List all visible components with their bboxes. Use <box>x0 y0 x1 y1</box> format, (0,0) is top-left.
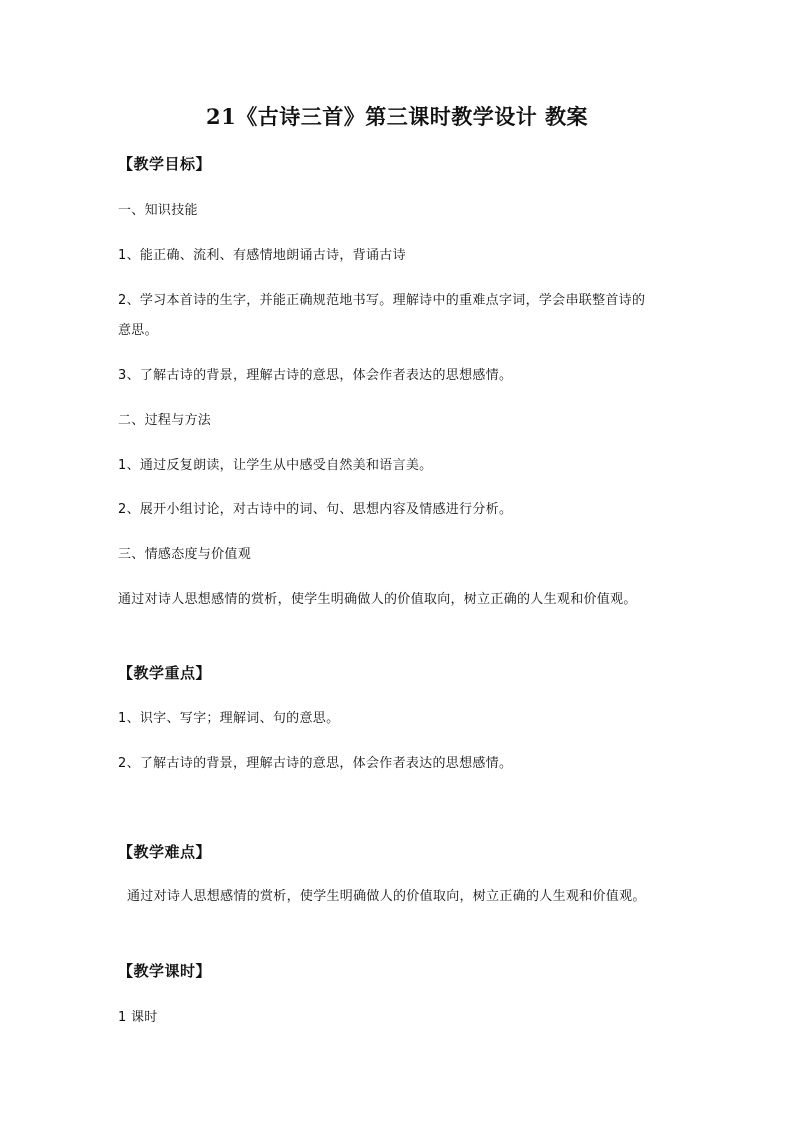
periods-text: 1 课时 <box>118 1010 158 1025</box>
knowledge-skills-title: 一、知识技能 <box>118 203 198 218</box>
objective-item-2-line-2: 意思。 <box>118 323 158 338</box>
key-point-item-1: 1、识字、写字；理解词、句的意思。 <box>118 711 340 726</box>
objective-item-2-line-1: 2、学习本首诗的生字，并能正确规范地书写。理解诗中的重难点字词，学会串联整首诗的 <box>118 293 646 308</box>
key-points-heading: 【教学重点】 <box>118 664 212 682</box>
objective-item-3: 3、了解古诗的背景，理解古诗的意思，体会作者表达的思想感情。 <box>118 368 513 383</box>
difficulties-heading: 【教学难点】 <box>118 843 212 861</box>
attitude-values-text: 通过对诗人思想感情的赏析，使学生明确做人的价值取向，树立正确的人生观和价值观。 <box>118 592 637 607</box>
objectives-heading: 【教学目标】 <box>118 155 212 173</box>
page-title: 21《古诗三首》第三课时教学设计 教案 <box>205 104 589 129</box>
difficulties-text: 通过对诗人思想感情的赏析，使学生明确做人的价值取向，树立正确的人生观和价值观。 <box>127 889 646 904</box>
process-methods-title: 二、过程与方法 <box>118 413 212 428</box>
objective-item-5: 2、展开小组讨论，对古诗中的词、句、思想内容及情感进行分析。 <box>118 502 513 517</box>
key-point-item-2: 2、了解古诗的背景，理解古诗的意思，体会作者表达的思想感情。 <box>118 756 513 771</box>
objective-item-1: 1、能正确、流利、有感情地朗诵古诗，背诵古诗 <box>118 248 406 263</box>
objective-item-4: 1、通过反复朗读，让学生从中感受自然美和语言美。 <box>118 458 433 473</box>
attitude-values-title: 三、情感态度与价值观 <box>118 547 252 562</box>
periods-heading: 【教学课时】 <box>118 962 212 980</box>
